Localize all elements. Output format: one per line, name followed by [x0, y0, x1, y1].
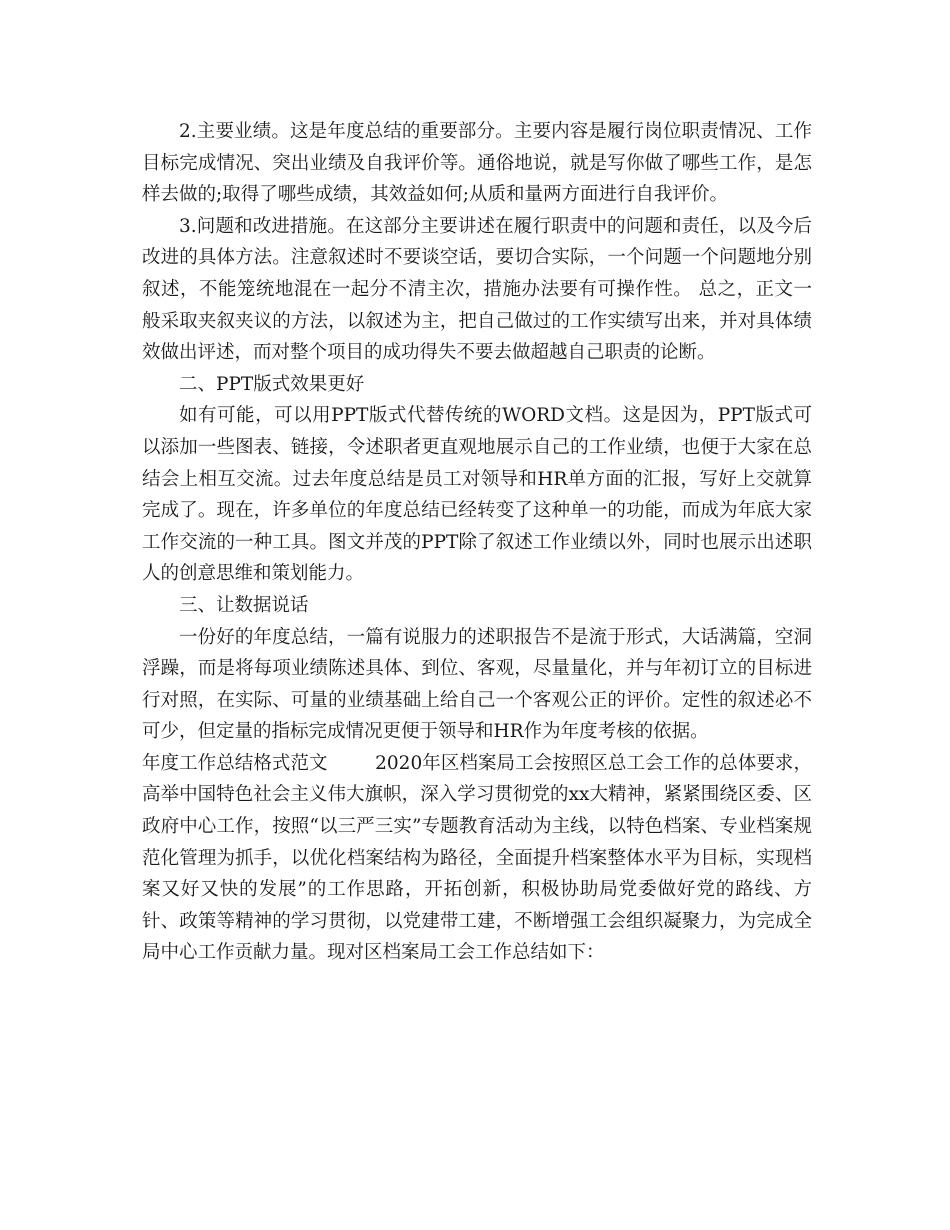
- paragraph-sample-summary: 年度工作总结格式范文 2020年区档案局工会按照区总工会工作的总体要求，高举中国特色社会主义伟大旗帜，深入学习贯彻党的xx大精神，紧紧围绕区委、区政府中心工作，按照“以三严三实”专题教育活动为主线，以特色档案、专业档案规范化管理为抓手，以优化档案结构为路径，全面提升档案整体水平为目标，实现档案又好又快的发展”的工作思路，开拓创新，积极协助局党委做好党的路线、方针、政策等精神的学习贯彻，以党建带工建，不断增强工会组织凝聚力，为完成全局中心工作贡献力量。现对区档案局工会工作总结如下：: [142, 752, 812, 964]
- section-heading-data-speaks: 三、让数据说话: [179, 594, 309, 616]
- paragraph-main-achievements: 2.主要业绩。这是年度总结的重要部分。主要内容是履行岗位职责情况、工作目标完成情况、突出业绩及自我评价等。通俗地说，就是写你做了哪些工作，是怎样去做的;取得了哪些成绩，其效益如何;从质和量两方面进行自我评价。: [142, 121, 812, 206]
- document-body: [142, 116, 812, 969]
- paragraph-ppt-format: 如有可能，可以用PPT版式代替传统的WORD文档。这是因为，PPT版式可以添加一些图表、链接，令述职者更直观地展示自己的工作业绩，也便于大家在总结会上相互交流。过去年度总结是员工对领导和HR单方面的汇报，写好上交就算完成了。现在，许多单位的年度总结已经转变了这种单一的功能，而成为年底大家工作交流的一种工具。图文并茂的PPT除了叙述工作业绩以外，同时也展示出述职人的创意思维和策划能力。: [142, 405, 812, 585]
- paragraph-data-speaks: 一份好的年度总结，一篇有说服力的述职报告不是流于形式，大话满篇，空洞浮躁，而是将每项业绩陈述具体、到位、客观，尽量量化，并与年初订立的目标进行对照，在实际、可量的业绩基础上给自己一个客观公正的评价。定性的叙述必不可少，但定量的指标完成情况更便于领导和HR作为年度考核的依据。: [142, 626, 812, 743]
- paragraph-problems-improvements: 3.问题和改进措施。在这部分主要讲述在履行职责中的问题和责任，以及今后改进的具体方法。注意叙述时不要谈空话，要切合实际，一个问题一个问题地分别叙述，不能笼统地混在一起分不清主次，措施办法要有可操作性。 总之，正文一般采取夹叙夹议的方法，以叙述为主，把自己做过的工作实绩写出来，并对具体绩效做出评述，而对整个项目的成功得失不要去做超越自己职责的论断。: [142, 215, 812, 364]
- section-heading-ppt-format: 二、PPT版式效果更好: [179, 373, 365, 395]
